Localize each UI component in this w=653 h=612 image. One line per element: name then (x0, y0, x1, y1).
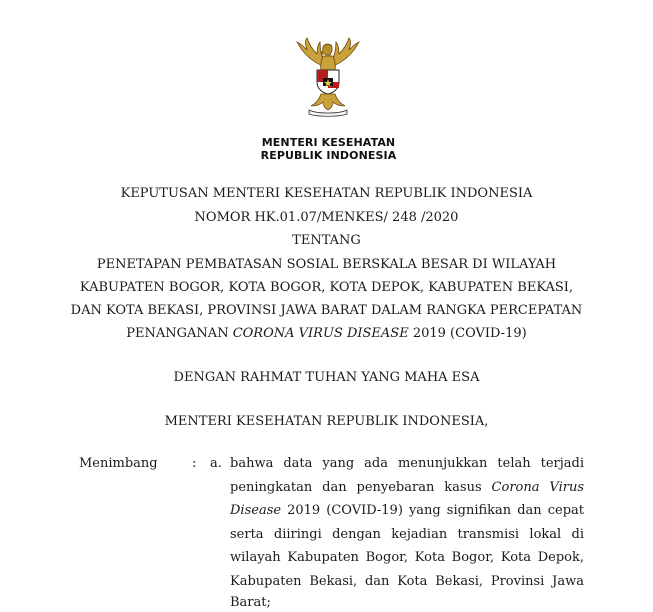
considering-italic-text: Disease (230, 503, 282, 518)
decree-subject-line: PENETAPAN PEMBATASAN SOSIAL BERSKALA BESAR DI WILAYAH (96, 257, 557, 272)
considering-text-line: wilayah Kabupaten Bogor, Kota Bogor, Kota Depok, (230, 550, 584, 565)
org-name-line-2: REPUBLIK INDONESIA (260, 149, 397, 162)
subject-text: 2019 (COVID-19) (408, 326, 527, 341)
considering-text-line (230, 503, 584, 518)
subject-italic-text: CORONA VIRUS DISEASE (232, 326, 409, 341)
issuer-line: MENTERI KESEHATAN REPUBLIK INDONESIA, (164, 414, 489, 429)
considering-colon: : (192, 456, 197, 471)
decree-subject-line: DAN KOTA BEKASI, PROVINSI JAWA BARAT DALAM RANGKA PERCEPATAN (70, 303, 583, 318)
considering-text-line: bahwa data yang ada menunjukkan telah terjadi (230, 456, 584, 471)
considering-text-line: Kabupaten Bekasi, dan Kota Bekasi, Provinsi Jawa (230, 574, 584, 589)
org-name-line-1: MENTERI KESEHATAN (261, 136, 396, 149)
considering-text: 2019 (COVID-19) yang signifikan dan cepat (281, 503, 584, 518)
garuda-emblem-icon (287, 36, 369, 118)
decree-subject-line: KABUPATEN BOGOR, KOTA BOGOR, KOTA DEPOK, KABUPATEN BEKASI, (79, 280, 574, 295)
decree-subject-line (0, 326, 653, 341)
decree-about: TENTANG (292, 233, 361, 248)
considering-text-line: Barat; (230, 595, 271, 610)
considering-label: Menimbang (79, 456, 158, 471)
item-marker: a. (210, 456, 222, 471)
blessing-line: DENGAN RAHMAT TUHAN YANG MAHA ESA (173, 370, 480, 385)
considering-text-line (230, 480, 584, 495)
considering-text: peningkatan dan penyebaran kasus (230, 480, 492, 495)
considering-italic-text: Corona Virus (491, 480, 584, 495)
decree-title: KEPUTUSAN MENTERI KESEHATAN REPUBLIK INDONESIA (120, 186, 533, 201)
subject-text: PENANGANAN (126, 326, 233, 341)
considering-text-line: serta diiringi dengan kejadian transmisi lokal di (230, 527, 584, 542)
decree-number: NOMOR HK.01.07/MENKES/ 248 /2020 (194, 210, 459, 225)
